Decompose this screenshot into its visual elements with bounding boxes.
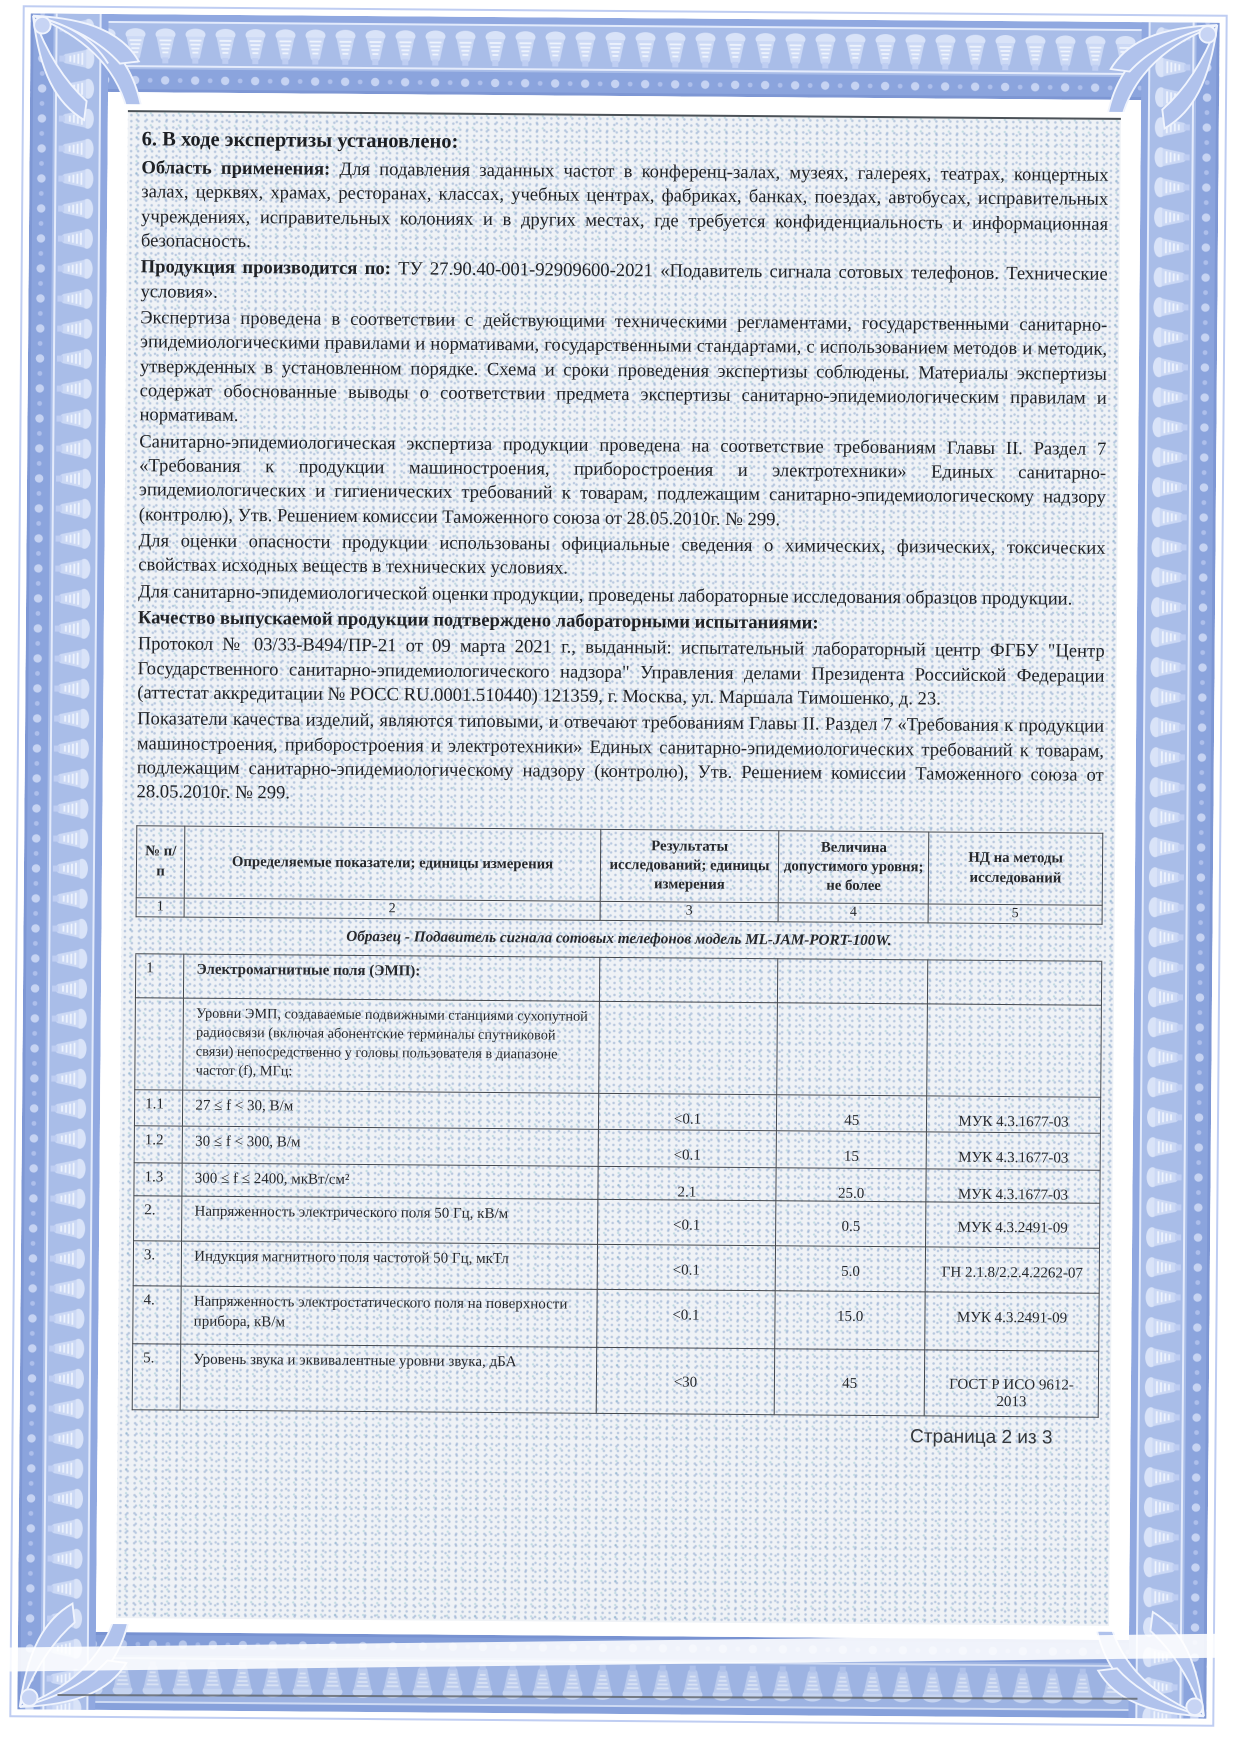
col-header-number: № п/п — [136, 825, 185, 898]
lab-results-table — [132, 825, 1104, 1418]
guilloche-border-right — [1128, 22, 1219, 1719]
row-limit — [778, 959, 928, 1004]
col-header-limit: Величина допустимого уровня; не более — [779, 831, 929, 905]
table-row — [135, 954, 1101, 1006]
row-indicator: Электромагнитные поля (ЭМП): — [184, 955, 600, 1002]
row-limit — [777, 1003, 927, 1096]
row-limit: 45 — [777, 1095, 927, 1132]
scope-text: Для подавления заданных частот в конференц-залах, музеях, галереях, театрах, концертных залах, церквях, храмах, ресторанах, классах, учебных центрах, фабриках, банках, поездах, автобусах, исправительных учреждениях, исправительных колониях и в других местах, где требуется конфиденциальность и информационная безопасность. — [140, 158, 1109, 252]
column-number: 1 — [136, 898, 184, 917]
row-indicator: Уровень звука и эквивалентные уровни звука, дБА — [181, 1345, 597, 1414]
row-method: ГОСТ Р ИСО 9612-2013 — [924, 1350, 1098, 1417]
protocol-paragraph: Протокол № 03/33-В494/ПР-21 от 09 марта 2021 г., выданный: испытательный лабораторный центр ФГБУ "Центр Государственного санитарно-эпидемиологического надзора" Управления делами Президента Российской Федерации (аттестат аккредитации № РОСС RU.0001.510440) 121359, г. Москва, ул. Маршала Тимошенко, д. 23. — [137, 633, 1105, 710]
quality-heading: Качество выпускаемой продукции подтверждено лабораторными испытаниями: — [137, 607, 819, 634]
row-number: 1 — [135, 954, 184, 998]
row-number: 1.2 — [134, 1126, 183, 1163]
production-label: Продукция производится по: — [140, 256, 391, 280]
section-6-heading: 6. В ходе экспертизы установлено: — [141, 128, 459, 153]
row-number: 1.1 — [134, 1090, 183, 1126]
col-header-indicator: Определяемые показатели; единицы измерения — [185, 826, 601, 902]
row-limit: 0.5 — [776, 1201, 926, 1247]
row-limit: 15.0 — [775, 1291, 925, 1350]
indicators-paragraph: Показатели качества изделий, являются типовыми, и отвечают требованиям Главы II. Раздел 7 «Требования к продукции машиностроения, приборостроения и электротехники» Единых санитарно-эпидемиологических требований к товарам, подлежащим санитарно-эпидемиологическому надзору (контролю), Утв. Решением комиссии Таможенного союза от 28.05.2010г. № 299. — [136, 708, 1105, 804]
row-number: 1.3 — [134, 1163, 183, 1196]
row-method — [927, 1004, 1102, 1097]
column-number: 4 — [778, 903, 928, 923]
row-limit: 15 — [777, 1131, 927, 1169]
scope-label: Область применения: — [141, 157, 331, 180]
certificate-sheet — [9, 5, 1227, 1726]
row-method: МУК 4.3.2491-09 — [925, 1292, 1099, 1351]
lab-eval-paragraph: Для санитарно-эпидемиологической оценки продукции, проведены лабораторные исследования образцов продукции. — [138, 580, 1073, 610]
row-result: 2.1 — [598, 1167, 777, 1201]
column-number: 3 — [600, 902, 779, 922]
row-result: <0.1 — [596, 1290, 775, 1349]
table-row — [133, 1286, 1099, 1352]
expertise-paragraph: Экспертиза проведена в соответствии с действующими техническими регламентами, государственными санитарно-эпидемиологическими правилами и нормативами, государственными стандартами, с использованием методов и методик, утвержденных в установленном порядке. Схема и сроки проведения экспертизы соблюдены. Материалы экспертизы содержат обоснованные выводы о соответствии предмета экспертизы санитарно-эпидемиологическим правилам и нормативам. — [139, 307, 1108, 427]
col-header-method: НД на методы исследований — [928, 832, 1102, 906]
row-result: <0.1 — [597, 1245, 776, 1291]
table-row — [135, 998, 1102, 1098]
row-limit: 25.0 — [776, 1168, 926, 1202]
row-limit: 45 — [775, 1349, 925, 1416]
row-method: МУК 4.3.2491-09 — [926, 1202, 1100, 1248]
row-number — [135, 998, 184, 1090]
security-paper-texture — [116, 110, 1121, 1626]
sanitary-paragraph: Санитарно-эпидемиологическая экспертиза продукции проведена на соответствие требованиям Главы II. Раздел 7 «Требования к продукции машиностроения, приборостроения и электротехники» Единых санитарно-эпидемиологических и гигиенических требований к товарам, подлежащим санитарно-эпидемиологическому надзору (контролю), Утв. Решением комиссии Таможенного союза от 28.05.2010г. № 299. — [138, 430, 1107, 530]
row-indicator: 300 ≤ f ≤ 2400, мкВт/см² — [182, 1164, 598, 1200]
row-limit: 5.0 — [776, 1246, 926, 1292]
row-number: 4. — [133, 1286, 182, 1344]
row-indicator: Напряженность электростатического поля на поверхности прибора, кВ/м — [181, 1287, 597, 1348]
sample-caption: Образец - Подавитель сигнала сотовых телефонов модель ML-JAM-PORT-100W. — [136, 917, 1102, 962]
column-number: 5 — [928, 904, 1102, 924]
col-header-result: Результаты исследований; единицы измерения — [600, 829, 779, 903]
row-indicator: 30 ≤ f < 300, В/м — [182, 1127, 598, 1167]
row-result: <0.1 — [598, 1094, 777, 1131]
row-indicator: Уровни ЭМП, создаваемые подвижными станциями сухопутной радиосвязи (включая абонентские терминалы спутниковой связи) непосредственно у головы пользователя в диапазоне частот (f), МГц: — [183, 999, 599, 1094]
guilloche-border-top — [30, 13, 1220, 100]
scope-paragraph — [141, 156, 1109, 261]
guilloche-border-left — [17, 13, 108, 1710]
row-result — [598, 1002, 777, 1095]
document-content-area — [110, 104, 1127, 1632]
hazard-paragraph: Для оценки опасности продукции использованы официальные сведения о химических, физических, токсических свойствах исходных веществ в технических условиях. — [138, 530, 1106, 579]
production-text: ТУ 27.90.40-001-92909600-2021 «Подавитель сигнала сотовых телефонов. Технические условия». — [140, 258, 1108, 303]
row-method: МУК 4.3.1677-03 — [927, 1096, 1101, 1133]
row-result: <0.1 — [598, 1130, 777, 1168]
column-number: 2 — [184, 899, 600, 921]
table-row — [133, 1241, 1099, 1294]
page-number: Страница 2 из 3 — [910, 1426, 1053, 1449]
table-row — [132, 1344, 1098, 1418]
table-header-row — [136, 825, 1103, 905]
row-indicator: 27 ≤ f < 30, В/м — [183, 1091, 599, 1130]
production-paragraph — [140, 255, 1107, 311]
row-indicator: Напряженность электрического поля 50 Гц, кВ/м — [182, 1197, 598, 1245]
row-number: 3. — [133, 1241, 182, 1286]
row-result: <30 — [596, 1348, 775, 1415]
row-method: МУК 4.3.1677-03 — [926, 1169, 1100, 1203]
row-number: 5. — [132, 1344, 181, 1410]
row-number: 2. — [134, 1196, 183, 1241]
row-method: МУК 4.3.1677-03 — [926, 1132, 1100, 1170]
row-indicator: Индукция магнитного поля частотой 50 Гц, мкТл — [181, 1242, 597, 1290]
row-method — [928, 960, 1102, 1005]
row-result: <0.1 — [597, 1200, 776, 1246]
row-result — [599, 958, 778, 1003]
row-method: ГН 2.1.8/2.2.4.2262-07 — [925, 1247, 1099, 1293]
